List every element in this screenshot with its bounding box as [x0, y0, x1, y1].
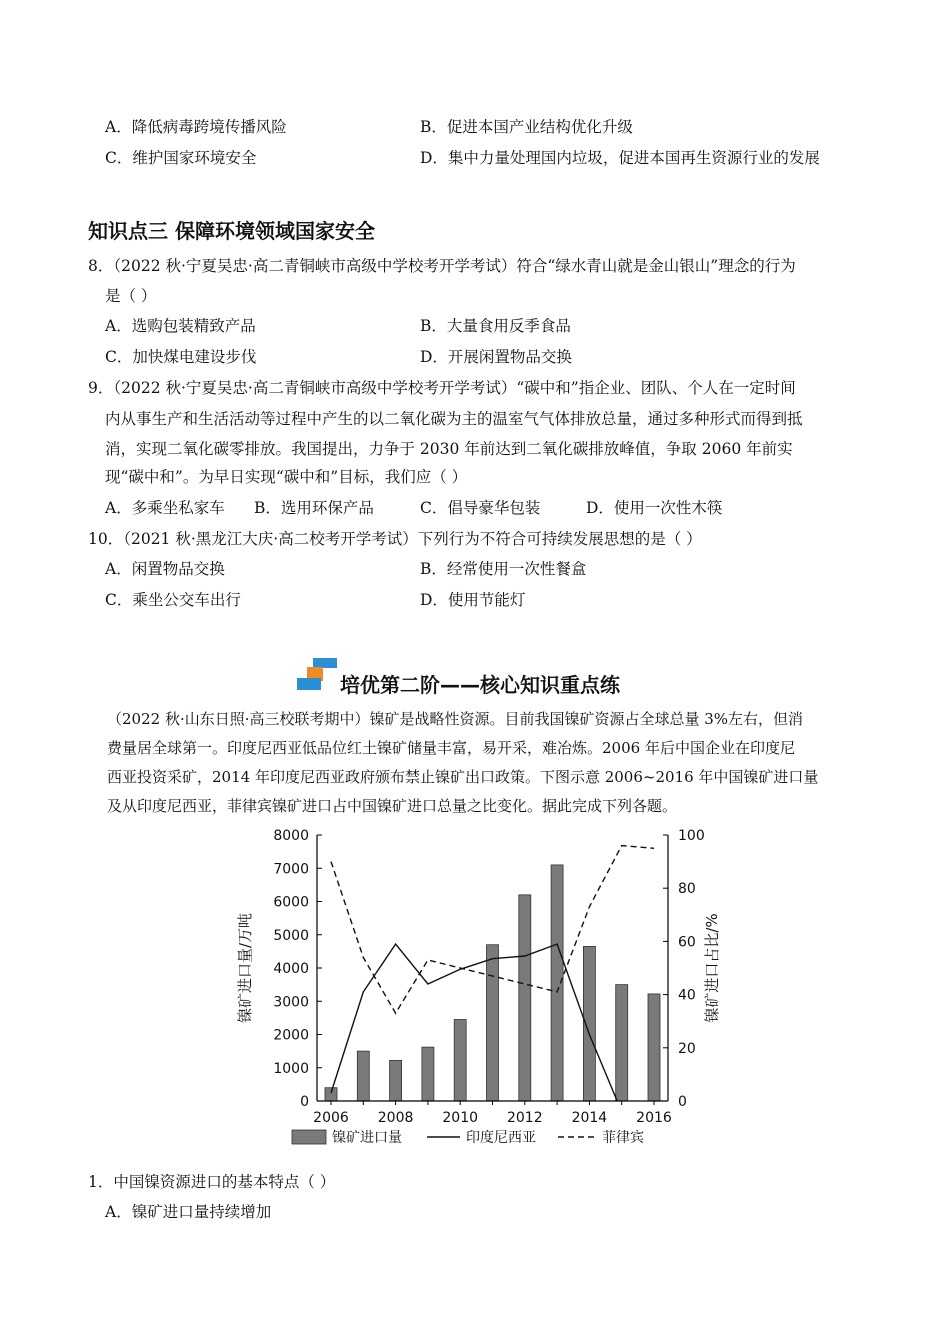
left-tick-label: 8000 [273, 828, 309, 844]
q8-option-b[interactable]: B．大量食用反季食品 [420, 317, 571, 335]
bar-2009 [422, 1047, 434, 1101]
left-tick-label: 6000 [273, 894, 309, 911]
section-heading: 知识点三 保障环境领域国家安全 [88, 219, 375, 243]
x-tick-label: 2016 [636, 1110, 672, 1126]
bar-2016 [648, 994, 660, 1101]
x-tick-label: 2012 [506, 1110, 543, 1126]
q8-stem-line1: 8．（2022 秋·宁夏吴忠·高二青铜峡市高级中学校考开学考试）符合“绿水青山就是金山银山”理念的行为 [88, 257, 796, 275]
q10-option-c[interactable]: C．乘坐公交车出行 [105, 591, 241, 609]
q9-option-b[interactable]: B．选用环保产品 [254, 499, 374, 517]
q10-stem-line1: 10．（2021 秋·黑龙江大庆·高二校考开学考试）下列行为不符合可持续发展思想的是（ ） [88, 530, 702, 548]
q9-option-d[interactable]: D．使用一次性木筷 [586, 499, 723, 517]
right-tick-label: 60 [678, 934, 696, 951]
prev-option-a: A．降低病毒跨境传播风险 [105, 118, 287, 136]
series-line-indonesia [331, 944, 617, 1101]
left-tick-label: 2000 [273, 1027, 309, 1044]
q8-option-c[interactable]: C．加快煤电建设步伐 [105, 348, 257, 366]
right-axis-label: 镍矿进口占比/% [703, 913, 721, 1023]
q8-option-d[interactable]: D．开展闲置物品交换 [420, 348, 572, 366]
q9-option-c[interactable]: C．倡导豪华包装 [420, 499, 541, 517]
material-line1: （2022 秋·山东日照·高三校联考期中）镍矿是战略性资源。目前我国镍矿资源占全球总量 3%左右，但消 [107, 710, 804, 728]
q1-stem-line1: 1．中国镍资源进口的基本特点（ ） [88, 1173, 336, 1191]
material-line3: 西亚投资采矿，2014 年印度尼西亚政府颁布禁止镍矿出口政策。下图示意 2006~2016 年中国镍矿进口量 [107, 768, 819, 786]
material-line2: 费量居全球第一。印度尼西亚低品位红土镍矿储量丰富，易开采，难冶炼。2006 年后中国企业在印度尼 [107, 739, 795, 757]
left-tick-label: 7000 [273, 861, 309, 878]
nickel-import-chart [230, 825, 721, 1155]
right-tick-label: 40 [678, 987, 696, 1004]
q8-stem-line2: 是（ ） [105, 287, 157, 305]
q9-stem-line2: 内从事生产和生活活动等过程中产生的以二氧化碳为主的温室气气体排放总量，通过多种形式而得到抵 [105, 410, 803, 428]
left-tick-label: 5000 [273, 927, 309, 944]
right-tick-label: 0 [678, 1094, 687, 1110]
q9-stem-line4: 现“碳中和”。为早日实现“碳中和”目标，我们应（ ） [105, 468, 468, 486]
bar-2015 [616, 985, 628, 1101]
x-tick-label: 2010 [442, 1110, 479, 1126]
q9-stem-line1: 9．（2022 秋·宁夏吴忠·高二青铜峡市高级中学校考开学考试）“碳中和”指企业、团队、个人在一定时间 [88, 379, 796, 397]
legend-swatch-bar [292, 1130, 326, 1144]
q1-option-a[interactable]: A．镍矿进口量持续增加 [105, 1203, 272, 1221]
legend-label-bar: 镍矿进口量 [332, 1130, 402, 1146]
bar-2010 [454, 1020, 466, 1101]
bar-2011 [487, 945, 499, 1101]
left-tick-label: 3000 [273, 994, 309, 1011]
bar-2013 [551, 865, 563, 1101]
x-tick-label: 2008 [377, 1110, 414, 1126]
right-tick-label: 100 [678, 828, 705, 844]
bar-2012 [519, 895, 531, 1101]
q9-option-a[interactable]: A．多乘坐私家车 [105, 499, 225, 517]
left-tick-label: 0 [300, 1094, 309, 1110]
right-tick-label: 80 [678, 881, 696, 898]
material-line4: 及从印度尼西亚，菲律宾镍矿进口占中国镍矿进口总量之比变化。据此完成下列各题。 [107, 797, 678, 815]
left-tick-label: 4000 [273, 961, 309, 977]
bar-2006 [325, 1088, 337, 1101]
q8-option-a[interactable]: A．选购包装精致产品 [105, 317, 256, 335]
q9-stem-line3: 消，实现二氧化碳零排放。我国提出，力争于 2030 年前达到二氧化碳排放峰值，争取 2060 年前实 [105, 440, 793, 458]
section-banner-title: 培优第二阶——核心知识重点练 [340, 673, 620, 697]
left-tick-label: 1000 [273, 1060, 309, 1077]
left-axis-label: 镍矿进口量/万吨 [236, 912, 254, 1024]
prev-option-d: D．集中力量处理国内垃圾，促进本国再生资源行业的发展 [420, 149, 820, 167]
x-tick-label: 2014 [571, 1110, 608, 1126]
right-tick-label: 20 [678, 1040, 696, 1057]
x-tick-label: 2006 [313, 1110, 349, 1126]
legend-label-indonesia: 印度尼西亚 [466, 1130, 536, 1146]
section-banner-icon [297, 658, 341, 692]
q10-option-d[interactable]: D．使用节能灯 [420, 591, 526, 609]
bar-2008 [390, 1060, 402, 1101]
prev-option-c: C．维护国家环境安全 [105, 149, 257, 167]
q10-option-b[interactable]: B．经常使用一次性餐盒 [420, 560, 587, 578]
prev-option-b: B．促进本国产业结构优化升级 [420, 118, 633, 136]
q10-option-a[interactable]: A．闲置物品交换 [105, 560, 225, 578]
legend-label-philippines: 菲律宾 [602, 1130, 644, 1146]
bar-2007 [357, 1051, 369, 1101]
